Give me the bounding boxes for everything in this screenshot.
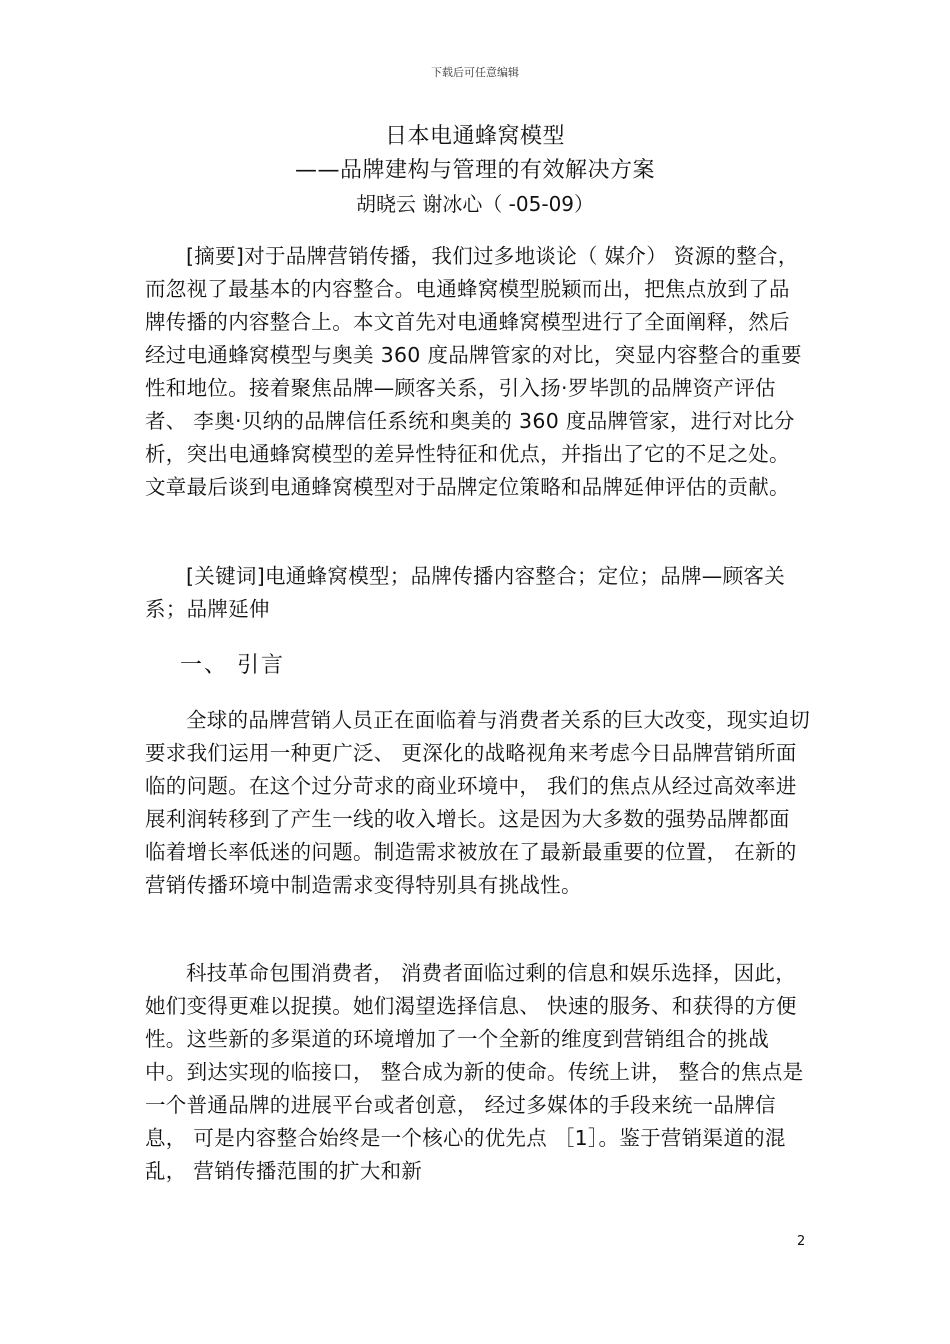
intro-section-1 — [145, 704, 810, 902]
section-heading: 一、 引言 — [180, 653, 285, 678]
body-paragraph: 科技革命包围消费者， 消费者面临过剩的信息和娱乐选择，因此， 她们变得更难以捉摸。她们渴望选择信息、 快速的服务、和获得的方便性。这些新的多渠道的环境增加了一个全新的维度到营销组合的挑战中。到达实现的临接口， 整合成为新的使命。传统上讲， 整合的焦点是一个普通品牌的进展平台或者创意， 经过多媒体的手段来统一品牌信息， 可是内容整合始终是一个核心的优先点 ［1］。鉴于营销渠道的混乱， 营销传播范围的扩大和新 — [145, 961, 804, 1183]
title-block — [0, 120, 950, 220]
body-paragraph: 全球的品牌营销人员正在面临着与消费者关系的巨大改变，现实迫切要求我们运用一种更广泛、 更深化的战略视角来考虑今日品牌营销所面临的问题。在这个过分苛求的商业环境中， 我们的焦点从经过高效率进展利润转移到了产生一线的收入增长。这是因为大多数的强势品牌都面临着增长率低迷的问题。制造需求被放在了最新最重要的位置， 在新的营销传播环境中制造需求变得特别具有挑战性。 — [145, 708, 810, 897]
keywords-paragraph: [关键词]电通蜂窝模型；品牌传播内容整合；定位；品牌—顾客关系；品牌延伸 — [145, 564, 785, 621]
document-subtitle: ——品牌建构与管理的有效解决方案 — [294, 158, 655, 183]
abstract-paragraph: [摘要]对于品牌营销传播，我们过多地谈论（ 媒介） 资源的整合，而忽视了最基本的内容整合。电通蜂窝模型脱颖而出，把焦点放到了品牌传播的内容整合上。本文首先对电通蜂窝模型进行了全面阐释，然后经过电通蜂窝模型与奥美 360 度品牌管家的对比，突显内容整合的重要性和地位。接着聚焦品牌—顾客关系，引入扬·罗毕凯的品牌资产评估者、 李奥·贝纳的品牌信任系统和奥美的 360 度品牌管家，进行对比分析，突出电通蜂窝模型的差异性特征和优点，并指出了它的不足之处。文章最后谈到电通蜂窝模型对于品牌定位策略和品牌延伸评估的贡献。 — [145, 244, 802, 499]
intro-section-2 — [145, 957, 810, 1188]
abstract-section — [145, 240, 810, 504]
keywords-section — [145, 560, 810, 626]
author-line: 胡晓云 谢冰心（ -05-09） — [355, 192, 595, 216]
header-note: 下载后可任意编辑 — [431, 66, 519, 79]
document-title: 日本电通蜂窝模型 — [384, 124, 565, 149]
page-number: 2 — [797, 1234, 806, 1249]
